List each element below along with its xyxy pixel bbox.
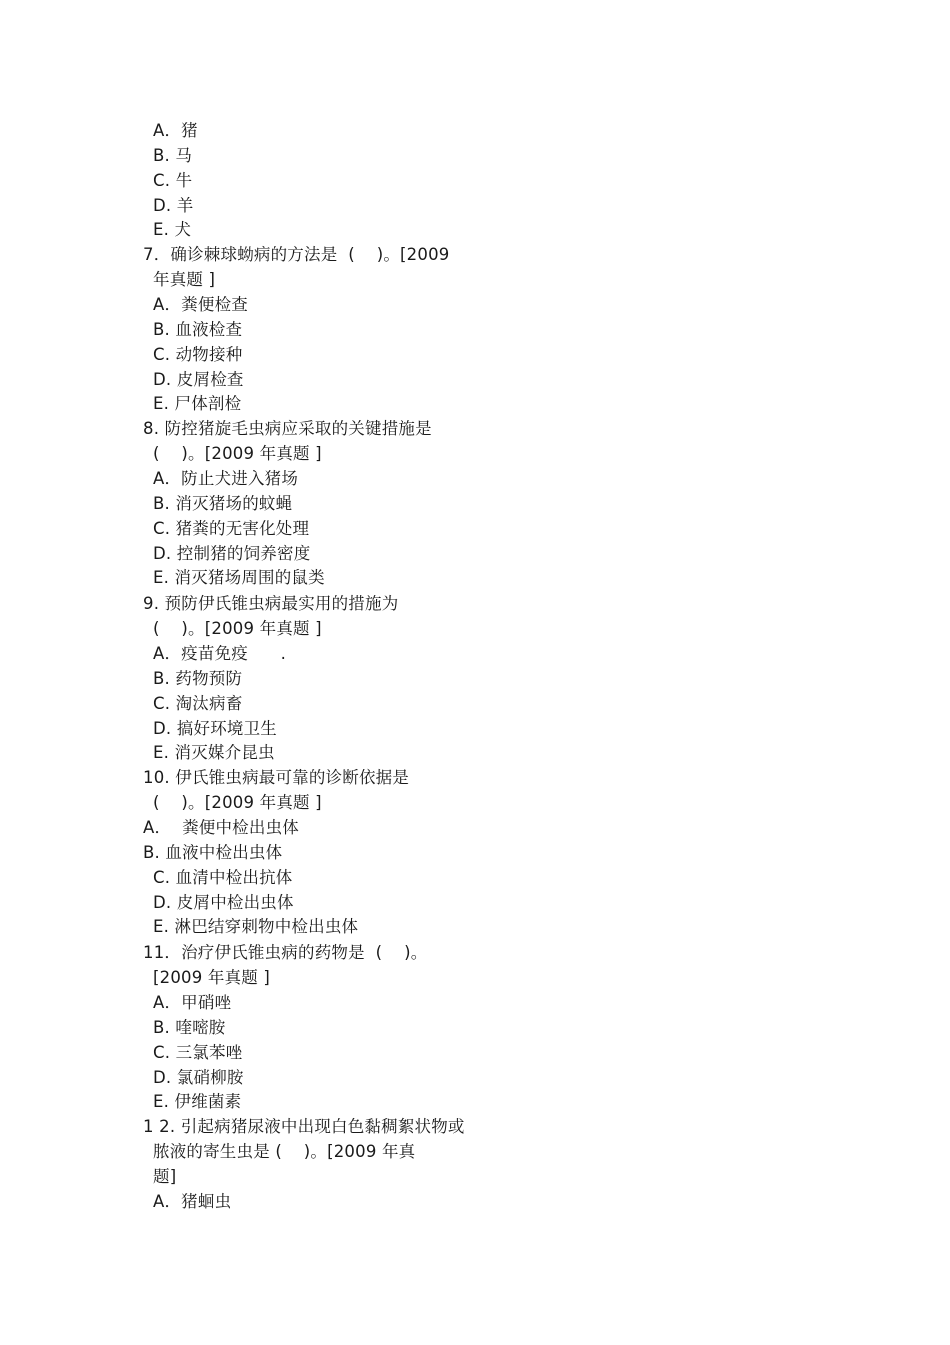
text-line: E. 伊维菌素 (153, 1092, 242, 1111)
text-line: 1 2. 引起病猪尿液中出现白色黏稠絮状物或 (143, 1117, 465, 1136)
text-line: D. 搞好环境卫生 (153, 719, 277, 738)
text-line: 题] (153, 1167, 177, 1186)
text-line: C. 牛 (153, 171, 193, 190)
text-line: C. 猪粪的无害化处理 (153, 519, 310, 538)
text-line: 11．治疗伊氏锥虫病的药物是 ( )。 (143, 943, 428, 962)
text-line: A．猪 (153, 121, 198, 140)
text-line: B. 马 (153, 146, 193, 165)
text-line: A．防止犬进入猪场 (153, 469, 299, 488)
text-line: E. 消灭猪场周围的鼠类 (153, 568, 325, 587)
text-line: E. 尸体剖检 (153, 394, 242, 413)
text-line: D. 羊 (153, 196, 194, 215)
text-line: B. 血液中检出虫体 (143, 843, 283, 862)
text-line: B. 喹嘧胺 (153, 1018, 226, 1037)
text-line: B. 药物预防 (153, 669, 243, 688)
text-line: D. 皮屑中检出虫体 (153, 893, 294, 912)
text-line: A． 粪便中检出虫体 (143, 818, 299, 837)
text-line: C. 淘汰病畜 (153, 694, 243, 713)
text-line: E. 犬 (153, 220, 192, 239)
text-line: C. 三氯苯唑 (153, 1043, 243, 1062)
text-line: B. 消灭猪场的蚊蝇 (153, 494, 293, 513)
text-line: B. 血液检查 (153, 320, 243, 339)
text-line: ( )。[2009 年真题 ] (153, 619, 322, 638)
text-line: A．猪蛔虫 (153, 1192, 232, 1211)
text-line: ( )。[2009 年真题 ] (153, 793, 322, 812)
text-line: A．甲硝唑 (153, 993, 232, 1012)
text-line: [2009 年真题 ] (153, 968, 271, 987)
text-line: C. 血清中检出抗体 (153, 868, 293, 887)
text-line: A．疫苗免疫 . (153, 644, 287, 663)
text-line: D. 氯硝柳胺 (153, 1068, 244, 1087)
text-line: D. 皮屑检查 (153, 370, 244, 389)
text-line: C. 动物接种 (153, 345, 243, 364)
text-line: 10. 伊氏锥虫病最可靠的诊断依据是 (143, 768, 410, 787)
text-line: 年真题 ] (153, 270, 216, 289)
text-line: E. 淋巴结穿刺物中检出虫体 (153, 917, 359, 936)
text-line: E. 消灭媒介昆虫 (153, 743, 275, 762)
text-line: 8. 防控猪旋毛虫病应采取的关键措施是 (143, 419, 432, 438)
text-line: 7．确诊棘球蚴病的方法是 ( )。[2009 (143, 245, 450, 264)
text-line: D. 控制猪的饲养密度 (153, 544, 311, 563)
text-line: A．粪便检查 (153, 295, 248, 314)
text-line: 9. 预防伊氏锥虫病最实用的措施为 (143, 594, 399, 613)
text-line: 脓液的寄生虫是 ( )。[2009 年真 (153, 1142, 416, 1161)
text-line: ( )。[2009 年真题 ] (153, 444, 322, 463)
